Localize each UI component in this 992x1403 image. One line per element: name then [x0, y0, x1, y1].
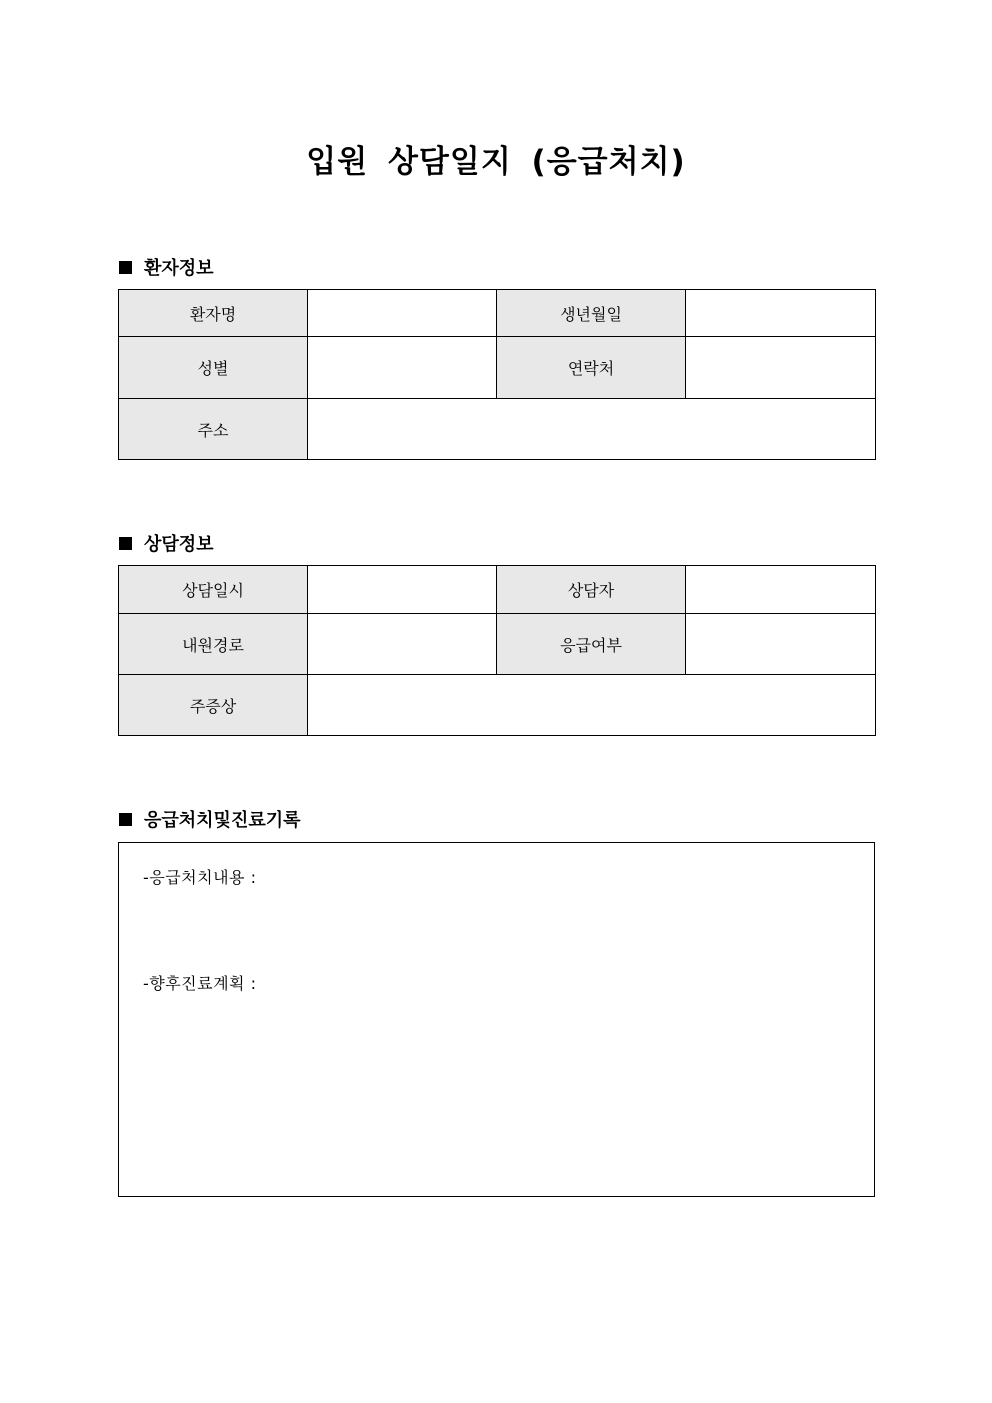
section-heading-consultation-info: [119, 530, 214, 556]
treatment-record-box[interactable]: [118, 842, 875, 1197]
section-heading-label: 응급처치및진료기록: [144, 810, 301, 831]
label-consult-datetime: 상담일시: [119, 566, 308, 614]
field-contact[interactable]: [686, 337, 876, 399]
future-plan-label: -향후진료계획 :: [143, 974, 257, 993]
label-counselor: 상담자: [497, 566, 686, 614]
black-square-bullet-icon: [119, 813, 132, 826]
section-heading-label: 상담정보: [144, 534, 214, 555]
label-chief-complaint: 주증상: [119, 675, 308, 736]
label-emergency-status: 응급여부: [497, 614, 686, 675]
field-visit-route[interactable]: [308, 614, 497, 675]
section-heading-label: 환자정보: [144, 258, 214, 279]
label-address: 주소: [119, 399, 308, 460]
black-square-bullet-icon: [119, 537, 132, 550]
black-square-bullet-icon: [119, 261, 132, 274]
label-visit-route: 내원경로: [119, 614, 308, 675]
label-patient-name: 환자명: [119, 290, 308, 337]
field-emergency-status[interactable]: [686, 614, 876, 675]
field-consult-datetime[interactable]: [308, 566, 497, 614]
field-counselor[interactable]: [686, 566, 876, 614]
field-birth-date[interactable]: [686, 290, 876, 337]
emergency-content-label: -응급처치내용 :: [143, 868, 257, 887]
consultation-info-table: [118, 565, 876, 736]
label-birth-date: 생년월일: [497, 290, 686, 337]
field-address[interactable]: [308, 399, 876, 460]
field-patient-name[interactable]: [308, 290, 497, 337]
label-contact: 연락처: [497, 337, 686, 399]
page-title: 입원 상담일지 (응급처치): [306, 144, 686, 180]
patient-info-table: [118, 289, 876, 460]
field-gender[interactable]: [308, 337, 497, 399]
section-heading-treatment-record: [119, 806, 301, 832]
label-gender: 성별: [119, 337, 308, 399]
field-chief-complaint[interactable]: [308, 675, 876, 736]
section-heading-patient-info: [119, 254, 214, 280]
